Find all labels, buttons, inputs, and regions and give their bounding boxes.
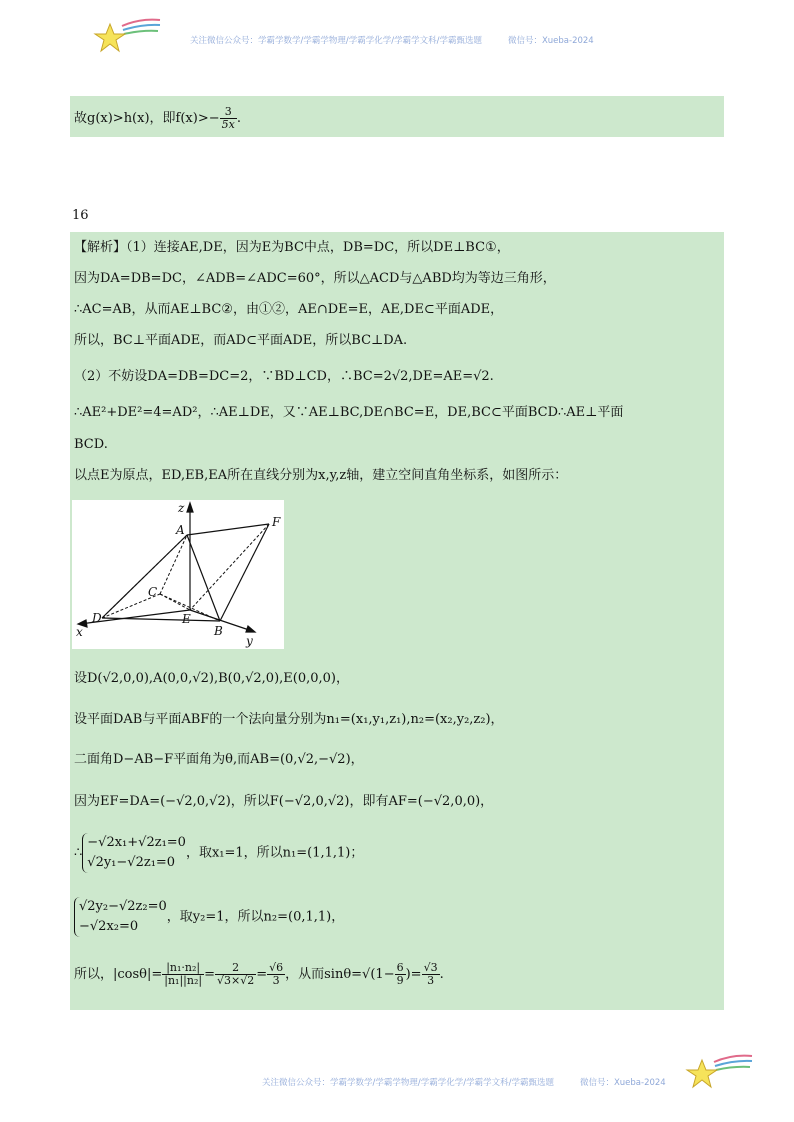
solution-line-10: 设平面DAB与平面ABF的一个法向量分别为n₁=(x₁,y₁,z₁),n₂=(x₂,y₂,z₂)， <box>74 712 504 727</box>
previous-answer-text: 故g(x)>h(x)，即f(x)>− <box>74 111 220 126</box>
solution-line-4: 所以，BC⊥平面ADE，而AD⊂平面ADE，所以BC⊥DA. <box>74 333 408 348</box>
solution-box <box>70 232 724 1010</box>
question-number: 16 <box>72 208 89 223</box>
equation-system: √2y₂−√2z₂=0 −√2x₂=0 <box>74 897 167 937</box>
system-2: √2y₂−√2z₂=0 −√2x₂=0 ，取y₂=1，所以n₂=(0,1,1)， <box>74 897 344 937</box>
fraction: $\frac{√6}{3}$ <box>269 961 284 987</box>
footer-wechat: 微信号：Xueba-2024 <box>579 1078 666 1088</box>
label-y: y <box>246 634 253 648</box>
previous-answer-box <box>70 96 724 137</box>
footer-text: 关注微信公众号：学霸学数学/学霸学物理/学霸学化学/学霸学文科/学霸甄选题 <box>262 1078 554 1088</box>
label-C: C <box>148 585 158 599</box>
label-z: z <box>178 501 185 515</box>
solution-line-2: 因为DA=DB=DC，∠ADB=∠ADC=60°，所以△ACD与△ABD均为等边三角形， <box>74 271 556 286</box>
previous-answer-line: 故g(x)>h(x)，即f(x)>− $\frac{3}{5x}$ . <box>74 105 241 131</box>
star-logo-icon <box>92 16 162 56</box>
label-E: E <box>182 612 191 626</box>
label-F: F <box>272 515 281 529</box>
fraction: $\frac{\text{|n₁·n₂|}}{\text{|n₁||n₂|}}$ <box>164 961 203 987</box>
page-header <box>190 34 594 46</box>
equation-system: −√2x₁+√2z₁=0 √2y₁−√2z₁=0 <box>82 833 186 873</box>
final-result-line: 所以，|cosθ|= $\frac{\text{|n₁·n₂|}}{\text{|n₁||n₂|}}$ = $\frac{2}{√3\times√2}$ = $\frac{√6}{3}$ ，从而sinθ=√(1− $\frac{6}{9}$ )= $\frac{√3}{3}$ . <box>74 961 444 987</box>
solution-line-9: 设D(√2,0,0),A(0,0,√2),B(0,√2,0),E(0,0,0)， <box>74 671 349 686</box>
header-wechat: 微信号：Xueba-2024 <box>507 36 594 46</box>
fraction: $\frac{√3}{3}$ <box>423 961 438 987</box>
fraction: $\frac{6}{9}$ <box>396 961 404 987</box>
solution-line-11: 二面角D−AB−F平面角为θ,而AB=(0,√2,−√2)， <box>74 752 364 767</box>
solution-line-5: （2）不妨设DA=DB=DC=2，∵BD⊥CD，∴BC=2√2,DE=AE=√2. <box>74 369 494 384</box>
label-D: D <box>92 611 102 625</box>
solution-line-1: 【解析】（1）连接AE,DE，因为E为BC中点，DB=DC，所以DE⊥BC①， <box>74 240 510 255</box>
fraction: $\frac{3}{5x}$ <box>221 105 235 131</box>
solution-line-8: 以点E为原点，ED,EB,EA所在直线分别为x,y,z轴，建立空间直角坐标系，如图所示： <box>74 468 568 483</box>
page-footer <box>262 1076 666 1088</box>
solution-line-3: ∴AC=AB，从而AE⊥BC②，由①②，AE∩DE=E，AE,DE⊂平面ADE， <box>74 302 504 317</box>
solution-line-6: ∴AE²+DE²=4=AD²，∴AE⊥DE，又∵AE⊥BC,DE∩BC=E，DE,BC⊂平面BCD∴AE⊥平面 <box>74 405 624 420</box>
system-1: ∴ −√2x₁+√2z₁=0 √2y₁−√2z₁=0 ，取x₁=1，所以n₁=(1,1,1)； <box>74 833 363 873</box>
solution-line-12: 因为EF=DA=(−√2,0,√2)，所以F(−√2,0,√2)，即有AF=(−√2,0,0)， <box>74 794 494 809</box>
header-text: 关注微信公众号：学霸学数学/学霸学物理/学霸学化学/学霸学文科/学霸甄选题 <box>190 36 482 46</box>
label-x: x <box>76 625 83 639</box>
coordinate-figure <box>72 500 284 649</box>
fraction: $\frac{2}{√3\times√2}$ <box>216 961 255 987</box>
star-logo-icon <box>684 1052 754 1092</box>
label-A: A <box>176 523 185 537</box>
solution-line-7: BCD. <box>74 437 108 452</box>
label-B: B <box>214 624 223 638</box>
